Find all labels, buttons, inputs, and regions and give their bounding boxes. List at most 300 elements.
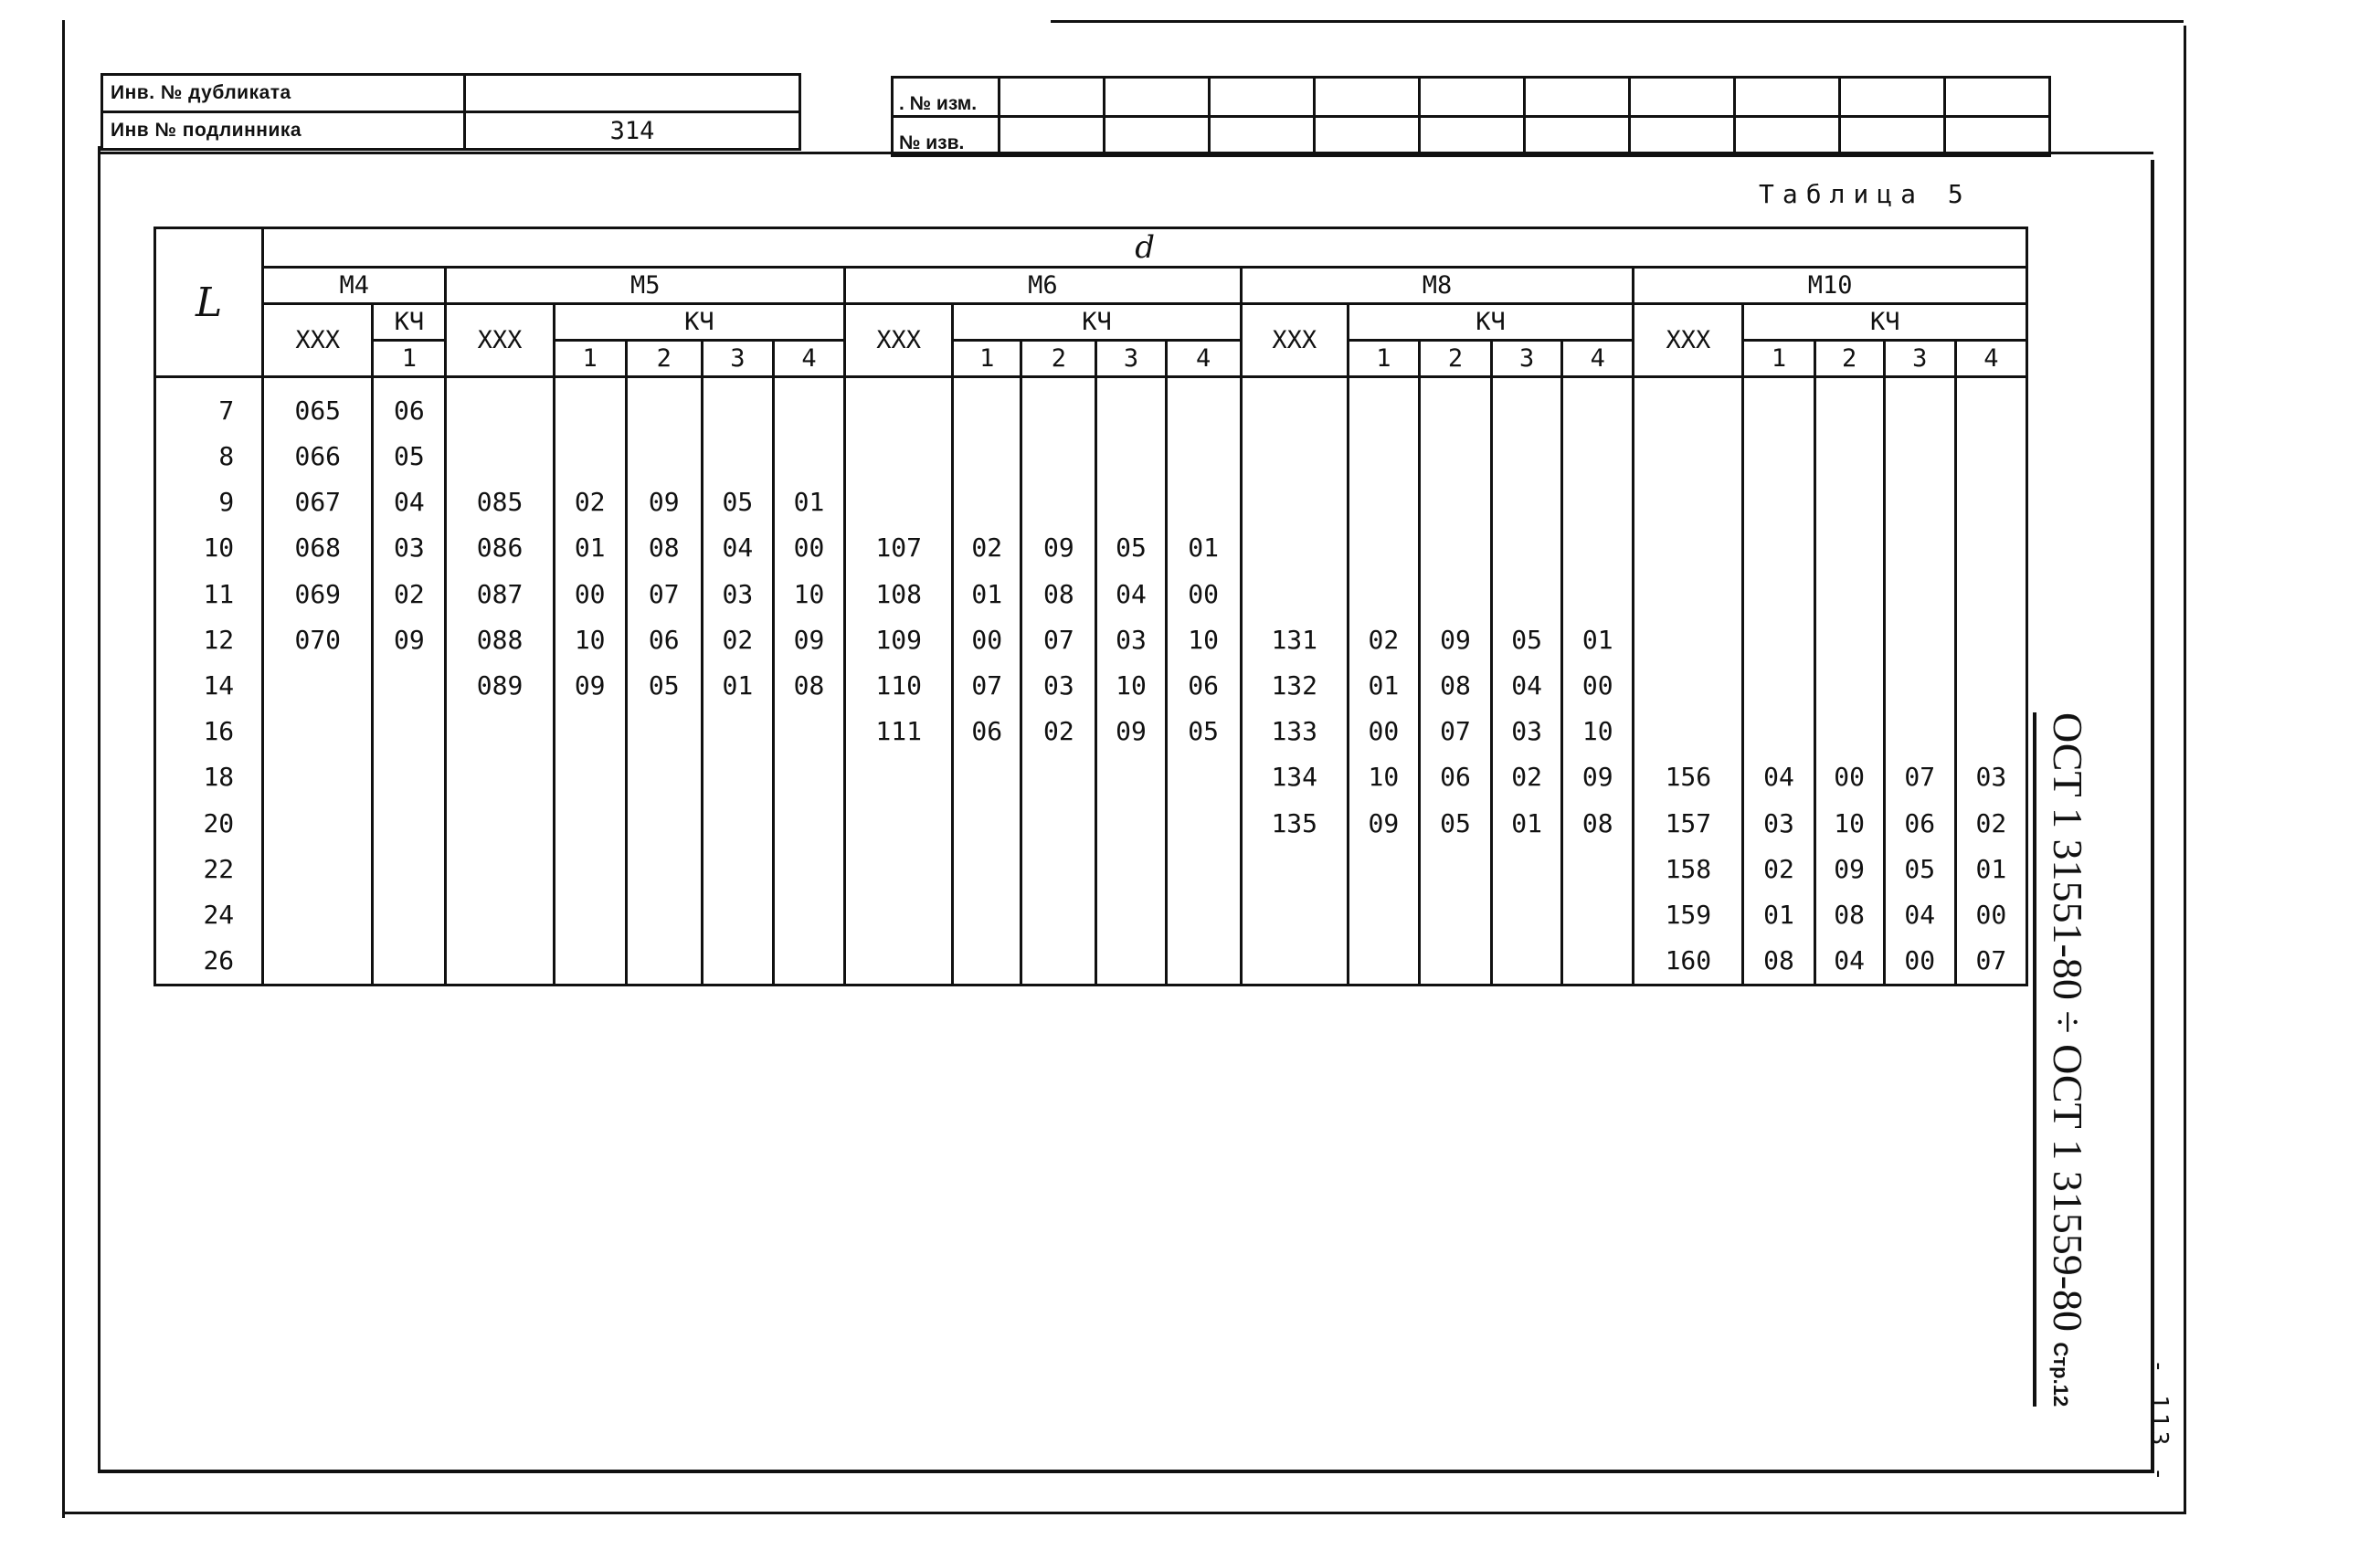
revision-cell <box>1105 78 1210 117</box>
table-cell: 00 <box>1562 662 1634 708</box>
table-cell <box>373 662 446 708</box>
table-cell <box>554 800 626 846</box>
table-cell <box>1634 433 1743 479</box>
table-cell: 01 <box>554 525 626 571</box>
group-header-m10: М10 <box>1634 268 2027 304</box>
table-body <box>155 377 2027 986</box>
table-cell: 068 <box>263 525 373 571</box>
table-cell: 111 <box>845 709 953 754</box>
table-cell: 01 <box>702 662 773 708</box>
sub-header: 1 <box>1348 341 1419 377</box>
row-L-value: 11 <box>155 571 263 617</box>
table-cell <box>1562 571 1634 617</box>
table-row <box>155 938 2027 986</box>
table-cell <box>773 800 844 846</box>
table-cell: 10 <box>554 617 626 662</box>
table-cell <box>1634 617 1743 662</box>
table-cell <box>1419 846 1491 891</box>
table-cell: 07 <box>1884 754 1955 800</box>
table-cell <box>1166 891 1241 937</box>
table-cell <box>1562 479 1634 524</box>
table-cell <box>554 891 626 937</box>
table-cell: 07 <box>626 571 702 617</box>
table-cell: 02 <box>554 479 626 524</box>
table-cell: 09 <box>1562 754 1634 800</box>
table-cell <box>263 662 373 708</box>
table-cell <box>1884 617 1955 662</box>
document-code: ОСТ 1 31551-80 ÷ ОСТ 1 31559-80 <box>2045 712 2091 1333</box>
table-cell: 03 <box>373 525 446 571</box>
table-cell: 067 <box>263 479 373 524</box>
table-cell <box>1241 571 1348 617</box>
row-L-value: 12 <box>155 617 263 662</box>
table-cell <box>1348 891 1419 937</box>
table-cell <box>446 891 554 937</box>
table-cell: 070 <box>263 617 373 662</box>
table-cell <box>1955 617 2026 662</box>
table-cell <box>1562 525 1634 571</box>
table-cell: 03 <box>1021 662 1096 708</box>
table-cell: 00 <box>1348 709 1419 754</box>
table-cell <box>702 377 773 434</box>
table-cell <box>1021 377 1096 434</box>
table-cell <box>1348 846 1419 891</box>
table-cell <box>702 938 773 986</box>
table-cell <box>1955 377 2026 434</box>
table-cell: 09 <box>1814 846 1884 891</box>
table-row <box>155 800 2027 846</box>
row-L-value: 20 <box>155 800 263 846</box>
table-cell: 09 <box>1021 525 1096 571</box>
table-cell <box>1096 938 1166 986</box>
table-cell: 108 <box>845 571 953 617</box>
table-cell <box>1348 525 1419 571</box>
table-cell <box>1241 377 1348 434</box>
table-cell <box>845 891 953 937</box>
table-cell: 02 <box>1021 709 1096 754</box>
table-cell <box>554 754 626 800</box>
table-cell: 158 <box>1634 846 1743 891</box>
table-cell <box>1814 525 1884 571</box>
table-cell <box>773 433 844 479</box>
table-cell: 066 <box>263 433 373 479</box>
table-cell <box>953 433 1021 479</box>
table-cell: 07 <box>1021 617 1096 662</box>
revision-cell <box>1945 78 2050 117</box>
table-cell <box>1955 479 2026 524</box>
table-cell <box>773 754 844 800</box>
table-cell <box>1021 800 1096 846</box>
revision-cell <box>1840 117 1945 156</box>
table-cell <box>554 709 626 754</box>
sub-header: 3 <box>1884 341 1955 377</box>
sub-header: 4 <box>1562 341 1634 377</box>
row-L-value: 22 <box>155 846 263 891</box>
table-cell <box>953 891 1021 937</box>
frame-left-outer-line <box>62 20 65 1518</box>
table-cell: 08 <box>1562 800 1634 846</box>
table-cell <box>1562 377 1634 434</box>
table-cell: 065 <box>263 377 373 434</box>
table-cell <box>1562 891 1634 937</box>
table-cell: 131 <box>1241 617 1348 662</box>
table-cell <box>1096 754 1166 800</box>
table-cell: 00 <box>1166 571 1241 617</box>
table-cell <box>446 800 554 846</box>
table-cell <box>554 433 626 479</box>
revision-cell <box>1000 78 1105 117</box>
table-cell <box>554 846 626 891</box>
table-cell: 00 <box>1814 754 1884 800</box>
table-cell <box>1492 377 1562 434</box>
table-row <box>155 891 2027 937</box>
table-row <box>155 754 2027 800</box>
sub-header: 4 <box>1166 341 1241 377</box>
table-cell: 01 <box>953 571 1021 617</box>
table-cell <box>263 938 373 986</box>
table-cell: 08 <box>1743 938 1814 986</box>
table-cell: 03 <box>1492 709 1562 754</box>
table-cell: 06 <box>626 617 702 662</box>
table-cell: 10 <box>1348 754 1419 800</box>
change-no-label: . № изм. <box>893 78 1000 117</box>
table-row <box>155 377 2027 434</box>
table-cell <box>1743 617 1814 662</box>
xxx-header: ХХХ <box>263 304 373 377</box>
table-cell: 06 <box>373 377 446 434</box>
table-row <box>155 709 2027 754</box>
table-cell <box>263 800 373 846</box>
table-cell <box>1814 617 1884 662</box>
table-cell: 134 <box>1241 754 1348 800</box>
table-cell: 10 <box>773 571 844 617</box>
table-cell <box>1419 433 1491 479</box>
inventory-stamp <box>100 73 801 151</box>
table-cell <box>1634 377 1743 434</box>
table-cell: 02 <box>1492 754 1562 800</box>
table-cell: 00 <box>554 571 626 617</box>
sub-header: 2 <box>626 341 702 377</box>
table-cell: 160 <box>1634 938 1743 986</box>
table-cell: 088 <box>446 617 554 662</box>
table-cell: 02 <box>1743 846 1814 891</box>
table-row <box>155 571 2027 617</box>
revision-cell <box>1210 117 1315 156</box>
table-cell <box>1743 709 1814 754</box>
revision-cell <box>1420 117 1525 156</box>
table-cell <box>626 800 702 846</box>
table-cell <box>1492 891 1562 937</box>
table-cell: 03 <box>1096 617 1166 662</box>
table-cell <box>1743 377 1814 434</box>
table-cell <box>1814 479 1884 524</box>
table-cell <box>1884 433 1955 479</box>
table-cell <box>554 377 626 434</box>
table-cell <box>626 938 702 986</box>
table-cell: 01 <box>1955 846 2026 891</box>
table-cell: 01 <box>1492 800 1562 846</box>
table-cell: 10 <box>1096 662 1166 708</box>
table-cell <box>773 938 844 986</box>
kch-header: КЧ <box>554 304 844 341</box>
revision-cell <box>1945 117 2050 156</box>
table-cell <box>1096 846 1166 891</box>
revision-cell <box>1630 117 1735 156</box>
table-cell: 09 <box>773 617 844 662</box>
xxx-header: ХХХ <box>446 304 554 377</box>
revision-cell <box>1735 78 1840 117</box>
table-cell <box>626 846 702 891</box>
table-cell: 04 <box>1884 891 1955 937</box>
table-cell: 135 <box>1241 800 1348 846</box>
table-cell: 10 <box>1562 709 1634 754</box>
table-cell: 159 <box>1634 891 1743 937</box>
table-cell <box>1166 479 1241 524</box>
table-cell <box>1348 433 1419 479</box>
revision-cell <box>1210 78 1315 117</box>
table-cell <box>953 800 1021 846</box>
table-cell <box>1562 846 1634 891</box>
inv-duplicate-label: Инв. № дубликата <box>102 75 465 112</box>
table-title: Таблица 5 <box>1759 179 1972 209</box>
table-cell <box>845 754 953 800</box>
table-cell <box>702 891 773 937</box>
table-cell <box>1419 891 1491 937</box>
inv-duplicate-value <box>465 75 800 112</box>
table-cell <box>1743 479 1814 524</box>
table-cell: 00 <box>1884 938 1955 986</box>
xxx-header: ХХХ <box>1634 304 1743 377</box>
revision-cell <box>1525 78 1630 117</box>
table-cell <box>373 754 446 800</box>
table-cell <box>1955 433 2026 479</box>
table-cell <box>1492 571 1562 617</box>
row-L-value: 18 <box>155 754 263 800</box>
data-table <box>153 227 2028 986</box>
table-cell <box>1562 433 1634 479</box>
table-cell <box>953 938 1021 986</box>
table-cell <box>953 754 1021 800</box>
revision-cell <box>1315 78 1420 117</box>
table-cell <box>1492 525 1562 571</box>
table-cell <box>845 433 953 479</box>
table-cell <box>1021 479 1096 524</box>
table-cell: 06 <box>1884 800 1955 846</box>
table-cell <box>446 938 554 986</box>
table-cell <box>1021 433 1096 479</box>
table-cell <box>1743 433 1814 479</box>
sub-header: 4 <box>773 341 844 377</box>
table-cell: 107 <box>845 525 953 571</box>
table-cell <box>1884 662 1955 708</box>
table-cell: 09 <box>1096 709 1166 754</box>
table-cell <box>953 479 1021 524</box>
table-cell: 02 <box>1348 617 1419 662</box>
table-cell: 05 <box>373 433 446 479</box>
table-row <box>155 479 2027 524</box>
table-cell <box>773 846 844 891</box>
table-cell <box>953 377 1021 434</box>
table-cell <box>1419 377 1491 434</box>
table-cell: 05 <box>1419 800 1491 846</box>
table-cell: 069 <box>263 571 373 617</box>
table-cell: 09 <box>1419 617 1491 662</box>
table-cell: 05 <box>1492 617 1562 662</box>
table-cell: 110 <box>845 662 953 708</box>
table-cell <box>1814 377 1884 434</box>
sub-header: 3 <box>1096 341 1166 377</box>
table-cell <box>773 377 844 434</box>
table-cell: 08 <box>626 525 702 571</box>
table-cell: 01 <box>1166 525 1241 571</box>
table-cell: 04 <box>1743 754 1814 800</box>
table-cell <box>1021 938 1096 986</box>
table-cell <box>1955 571 2026 617</box>
sub-header: 2 <box>1814 341 1884 377</box>
revision-cell <box>1420 78 1525 117</box>
column-header-L: L <box>155 228 263 377</box>
table-cell: 05 <box>1884 846 1955 891</box>
revision-cell <box>1315 117 1420 156</box>
row-L-value: 9 <box>155 479 263 524</box>
table-cell <box>1419 525 1491 571</box>
table-cell <box>1419 571 1491 617</box>
table-cell: 09 <box>626 479 702 524</box>
table-cell: 02 <box>1955 800 2026 846</box>
table-cell: 07 <box>1955 938 2026 986</box>
table-cell: 03 <box>1955 754 2026 800</box>
table-cell: 08 <box>773 662 844 708</box>
sub-header: 4 <box>1955 341 2026 377</box>
table-cell: 06 <box>1419 754 1491 800</box>
table-cell <box>1634 709 1743 754</box>
table-cell: 00 <box>1955 891 2026 937</box>
table-cell: 04 <box>1814 938 1884 986</box>
table-cell: 01 <box>773 479 844 524</box>
table-cell: 02 <box>702 617 773 662</box>
table-cell <box>1166 754 1241 800</box>
table-cell <box>1096 800 1166 846</box>
table-cell <box>373 846 446 891</box>
table-cell <box>702 433 773 479</box>
frame-inner-right-line <box>2151 160 2154 1473</box>
table-cell: 10 <box>1166 617 1241 662</box>
table-cell <box>554 938 626 986</box>
sub-header: 1 <box>554 341 626 377</box>
group-header-m5: М5 <box>446 268 845 304</box>
revision-cell <box>1525 117 1630 156</box>
table-cell <box>845 846 953 891</box>
table-cell <box>263 891 373 937</box>
table-cell <box>1166 433 1241 479</box>
frame-top-line <box>1051 20 2184 23</box>
table-cell <box>1884 479 1955 524</box>
table-cell <box>1021 891 1096 937</box>
revision-cell <box>1105 117 1210 156</box>
table-cell: 132 <box>1241 662 1348 708</box>
table-cell <box>702 846 773 891</box>
table-cell <box>373 891 446 937</box>
table-cell <box>1955 709 2026 754</box>
table-cell <box>1743 525 1814 571</box>
table-cell <box>1562 938 1634 986</box>
table-cell <box>1166 938 1241 986</box>
table-cell <box>1743 571 1814 617</box>
kch-header: КЧ <box>1348 304 1633 341</box>
table-cell <box>1634 662 1743 708</box>
row-L-value: 14 <box>155 662 263 708</box>
sub-header: 1 <box>1743 341 1814 377</box>
table-cell: 087 <box>446 571 554 617</box>
table-cell <box>1096 891 1166 937</box>
table-cell <box>1814 571 1884 617</box>
xxx-header: ХХХ <box>1241 304 1348 377</box>
table-cell <box>1743 662 1814 708</box>
table-cell: 04 <box>1492 662 1562 708</box>
table-row <box>155 662 2027 708</box>
table-cell <box>953 846 1021 891</box>
table-cell <box>1419 479 1491 524</box>
table-cell <box>446 377 554 434</box>
table-cell <box>702 709 773 754</box>
table-cell <box>626 377 702 434</box>
table-cell <box>373 938 446 986</box>
table-cell <box>1634 479 1743 524</box>
table-cell: 09 <box>554 662 626 708</box>
revision-cell <box>1630 78 1735 117</box>
table-cell <box>1634 571 1743 617</box>
table-cell <box>1814 433 1884 479</box>
sub-header: 2 <box>1021 341 1096 377</box>
table-cell <box>263 709 373 754</box>
table-cell: 02 <box>953 525 1021 571</box>
table-cell <box>845 938 953 986</box>
table-cell <box>626 891 702 937</box>
table-cell: 07 <box>953 662 1021 708</box>
table-cell: 04 <box>702 525 773 571</box>
row-L-value: 7 <box>155 377 263 434</box>
table-cell <box>1492 846 1562 891</box>
table-cell: 03 <box>702 571 773 617</box>
page-number: - 113 - <box>2145 1359 2173 1485</box>
table-cell <box>1492 433 1562 479</box>
frame-bottom-outer-line <box>62 1512 2186 1514</box>
table-cell: 00 <box>953 617 1021 662</box>
sheet-label: Стр.12 <box>2049 1342 2072 1407</box>
table-cell: 01 <box>1562 617 1634 662</box>
table-cell: 089 <box>446 662 554 708</box>
table-row <box>155 617 2027 662</box>
table-cell <box>1955 525 2026 571</box>
table-cell <box>446 846 554 891</box>
table-cell: 133 <box>1241 709 1348 754</box>
table-cell <box>626 754 702 800</box>
table-cell: 08 <box>1419 662 1491 708</box>
table-cell: 04 <box>373 479 446 524</box>
table-cell <box>446 754 554 800</box>
table-cell: 06 <box>953 709 1021 754</box>
table-cell <box>1166 846 1241 891</box>
table-cell <box>1348 479 1419 524</box>
kch-header: КЧ <box>953 304 1241 341</box>
table-cell <box>1884 571 1955 617</box>
table-cell: 109 <box>845 617 953 662</box>
table-cell <box>702 754 773 800</box>
table-cell <box>446 709 554 754</box>
table-cell <box>773 891 844 937</box>
revision-cell <box>1735 117 1840 156</box>
kch-header: КЧ <box>1743 304 2027 341</box>
